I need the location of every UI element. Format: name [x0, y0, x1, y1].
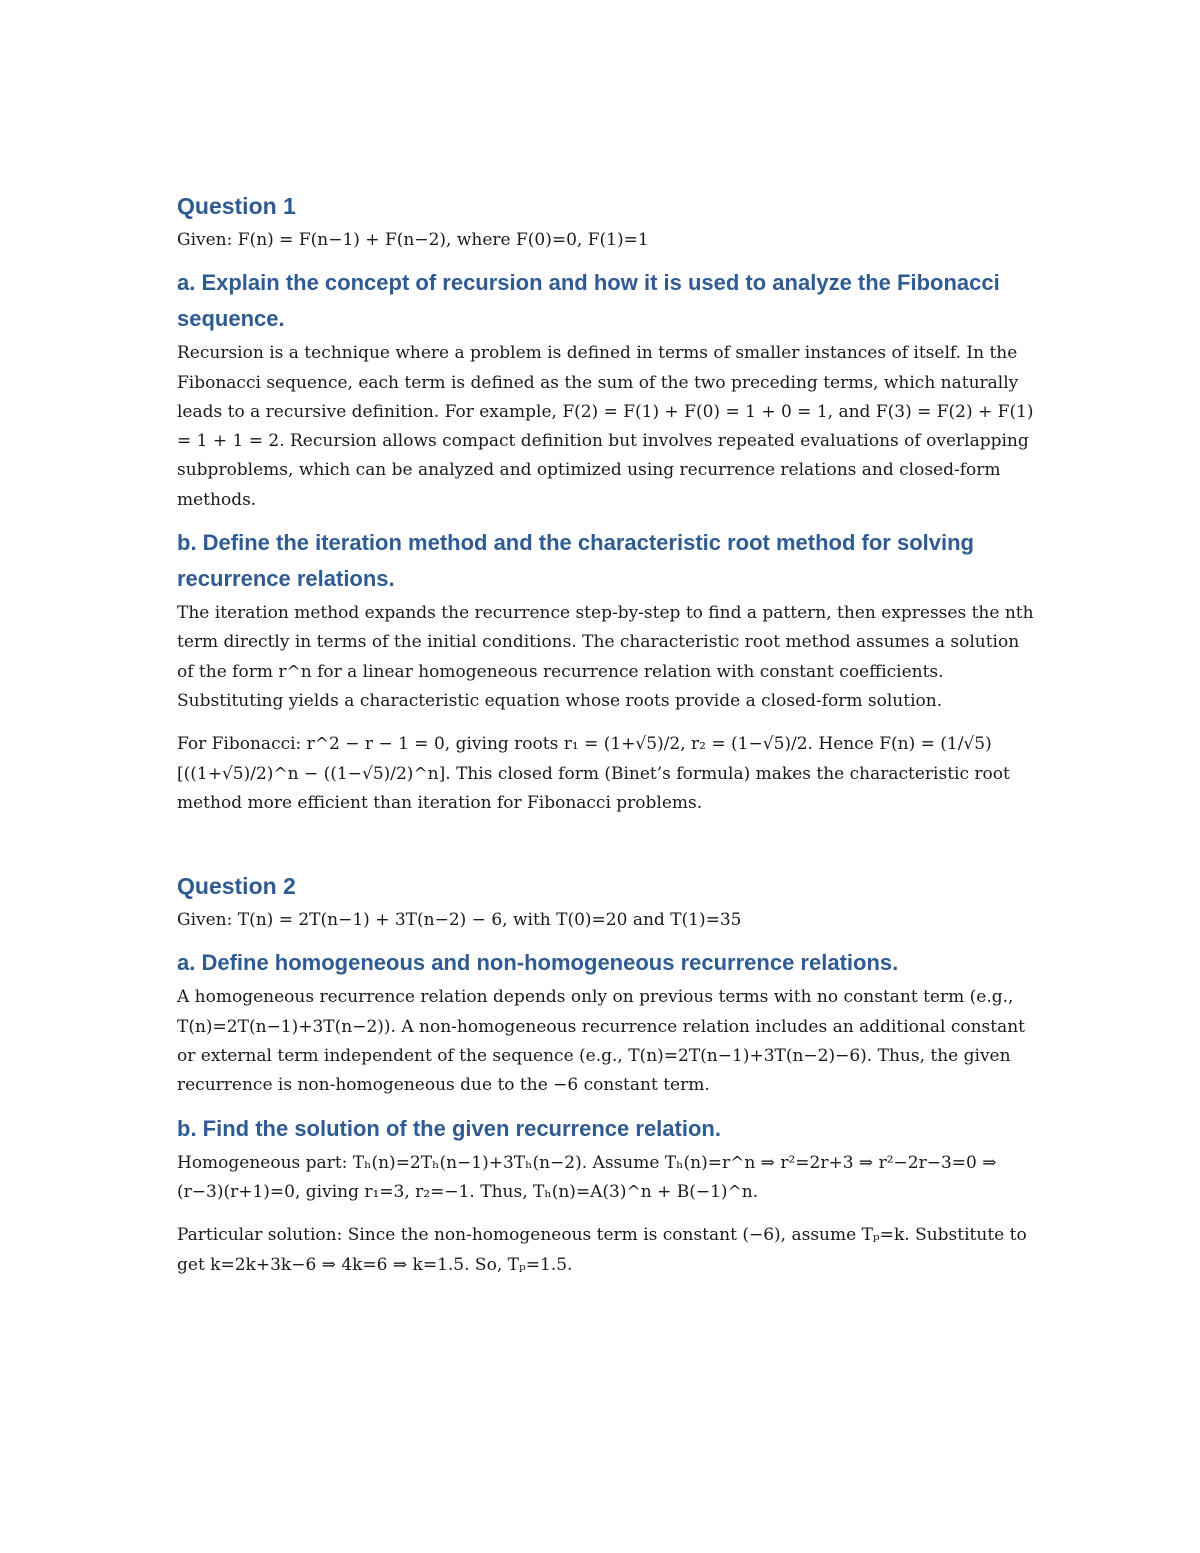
question-1-section — [177, 190, 1037, 818]
question-1-part-a-body: Recursion is a technique where a problem is defined in terms of smaller instances of itself. In the Fibonacci sequence, each term is defined as the sum of the two preceding terms, which naturally leads to a recursive definition. For example, F(2) = F(1) + F(0) = 1 + 0 = 1, and F(3) = F(2) + F(1) = 1 + 1 = 2. Recursion allows compact definition but involves repeated evaluations of overlapping subproblems, which can be analyzed and optimized using recurrence relations and closed-form methods. — [177, 343, 1034, 510]
question-1-part-b-body: The iteration method expands the recurrence step-by-step to find a pattern, then expresses the nth term directly in terms of the initial conditions. The characteristic root method assumes a solution of the form r^n for a linear homogeneous recurrence relation with constant coefficients. Substituting yields a characteristic equation whose roots provide a closed-form solution. — [177, 603, 1034, 711]
question-1-part-b-heading: b. Define the iteration method and the characteristic root method for solving recurrence relations. — [177, 530, 974, 592]
question-2-section — [177, 870, 1037, 1280]
question-1-part-b-fibonacci-paragraph: For Fibonacci: r^2 − r − 1 = 0, giving roots r₁ = (1+√5)/2, r₂ = (1−√5)/2. Hence F(n) = (1/√5)[((1+√5)/2)^n − ((1−√5)/2)^n]. This closed form (Binet’s formula) makes the characteristic root method more efficient than iteration for Fibonacci problems. — [177, 734, 1010, 813]
document-page — [177, 190, 1037, 1280]
question-2-part-a-heading: a. Define homogeneous and non-homogeneous recurrence relations. — [177, 950, 899, 976]
question-1-title: Question 1 — [177, 193, 296, 219]
question-2-part-b-heading: b. Find the solution of the given recurrence relation. — [177, 1115, 721, 1141]
question-1-part-a-heading: a. Explain the concept of recursion and how it is used to analyze the Fibonacci sequence. — [177, 270, 1000, 332]
question-2-part-b-body: Homogeneous part: Tₕ(n)=2Tₕ(n−1)+3Tₕ(n−2). Assume Tₕ(n)=r^n ⇒ r²=2r+3 ⇒ r²−2r−3=0 ⇒ (r−3)(r+1)=0, giving r₁=3, r₂=−1. Thus, Tₕ(n)=A(3)^n + B(−1)^n. — [177, 1152, 997, 1202]
question-1-given: Given: F(n) = F(n−1) + F(n−2), where F(0)=0, F(1)=1 — [177, 230, 649, 250]
question-2-part-b-particular-solution: Particular solution: Since the non-homogeneous term is constant (−6), assume Tₚ=k. Substitute to get k=2k+3k−6 ⇒ 4k=6 ⇒ k=1.5. So, Tₚ=1.5. — [177, 1225, 1027, 1275]
question-2-given: Given: T(n) = 2T(n−1) + 3T(n−2) − 6, with T(0)=20 and T(1)=35 — [177, 910, 742, 931]
question-2-title: Question 2 — [177, 873, 296, 900]
question-2-part-a-body: A homogeneous recurrence relation depends only on previous terms with no constant term (e.g., T(n)=2T(n−1)+3T(n−2)). A non-homogeneous recurrence relation includes an additional constant or external term independent of the sequence (e.g., T(n)=2T(n−1)+3T(n−2)−6). Thus, the given recurrence is non-homogeneous due to the −6 constant term. — [177, 987, 1026, 1096]
